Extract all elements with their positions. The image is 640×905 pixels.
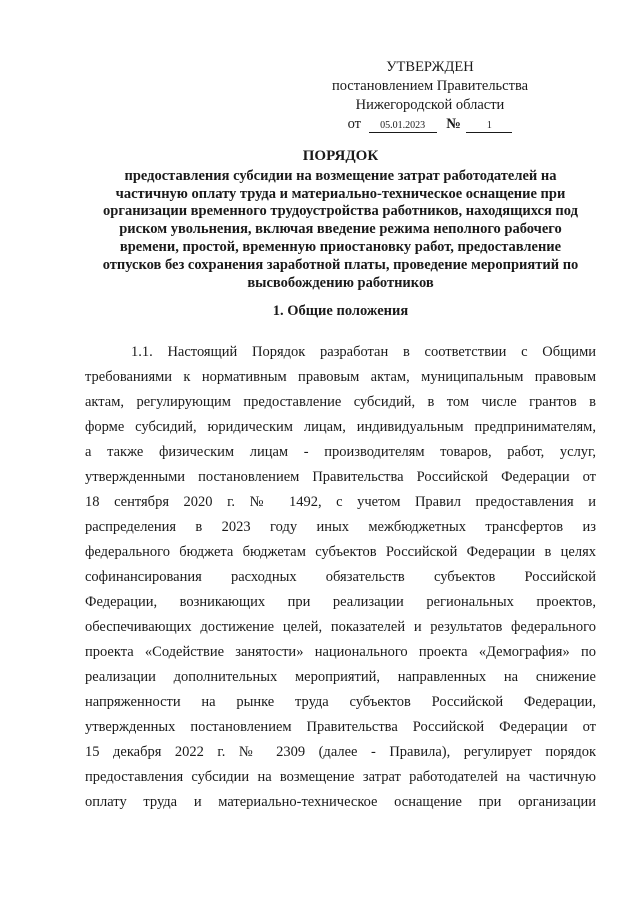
paragraph-line: утвержденных постановлением Правительства Российской Федерации от [85, 719, 596, 735]
approval-date: 05.01.2023 [369, 120, 437, 133]
subtitle-line: риском увольнения, включая введение режима неполного рабочего [119, 221, 562, 238]
approval-date-line [305, 115, 555, 134]
subtitle-line: времени, простой, временную приостановку работ, предоставление [119, 238, 562, 255]
document-title: ПОРЯДОК [302, 148, 379, 164]
paragraph-line: федерального бюджета бюджетам субъектов Российской Федерации в целях [85, 544, 596, 560]
subtitle-line: организации временного трудоустройства работников, находящихся под [103, 203, 578, 220]
paragraph-line: актам, регулирующим предоставление субсидий, в том числе грантов в [85, 394, 596, 410]
subtitle-line: отпусков без сохранения заработной платы, проведение мероприятий по [102, 256, 579, 273]
paragraph-line: предоставления субсидии на возмещение затрат работодателей на частичную [85, 769, 596, 785]
paragraph-line: требованиями к нормативным правовым актам, муниципальным правовым [85, 369, 596, 385]
paragraph-1-1 [85, 340, 596, 815]
paragraph-line: распределения в 2023 году иных межбюджетных трансфертов из [85, 519, 596, 535]
approval-line-1: постановлением Правительства [331, 78, 529, 94]
from-label: от [347, 116, 361, 132]
paragraph-line: оплату труда и материально-техническое оснащение при организации [85, 794, 596, 810]
number-label: № [446, 116, 461, 132]
document-title-block [85, 148, 596, 292]
paragraph-line: а также физическим лицам - производителям товаров, работ, услуг, [85, 444, 596, 460]
document-subtitle [85, 168, 596, 293]
paragraph-line: 15 декабря 2022 г. № 2309 (далее - Правила), регулирует порядок [85, 744, 596, 760]
paragraph-line: напряженности на рынке труда субъектов Российской Федерации, [85, 694, 596, 710]
approval-number: 1 [466, 120, 512, 133]
paragraph-line: форме субсидий, юридическим лицам, индивидуальным предпринимателям, [85, 419, 596, 435]
paragraph-line: софинансирования расходных обязательств субъектов Российской [85, 569, 596, 585]
section-heading: 1. Общие положения [272, 303, 409, 319]
subtitle-line: высвобождению работников [247, 274, 434, 291]
paragraph-line: обеспечивающих достижение целей, показателей и результатов федерального [85, 619, 596, 635]
subtitle-line: предоставления субсидии на возмещение затрат работодателей на [124, 167, 557, 184]
paragraph-line: 1.1. Настоящий Порядок разработан в соответствии с Общими [131, 344, 596, 360]
paragraph-line: утвержденными постановлением Правительства Российской Федерации от [85, 469, 596, 485]
paragraph-line: проекта «Содействие занятости» национального проекта «Демография» по [85, 644, 596, 660]
paragraph-line: 18 сентября 2020 г. № 1492, с учетом Правил предоставления и [85, 494, 596, 510]
approval-line-2: Нижегородской области [355, 97, 505, 113]
paragraph-line: реализации дополнительных мероприятий, направленных на снижение [85, 669, 596, 685]
paragraph-line: Федерации, возникающих при реализации региональных проектов, [85, 594, 596, 610]
approval-title: УТВЕРЖДЕН [386, 59, 474, 75]
approval-stamp [305, 58, 555, 134]
subtitle-line: частичную оплату труда и материально-техническое оснащение при [115, 185, 566, 202]
